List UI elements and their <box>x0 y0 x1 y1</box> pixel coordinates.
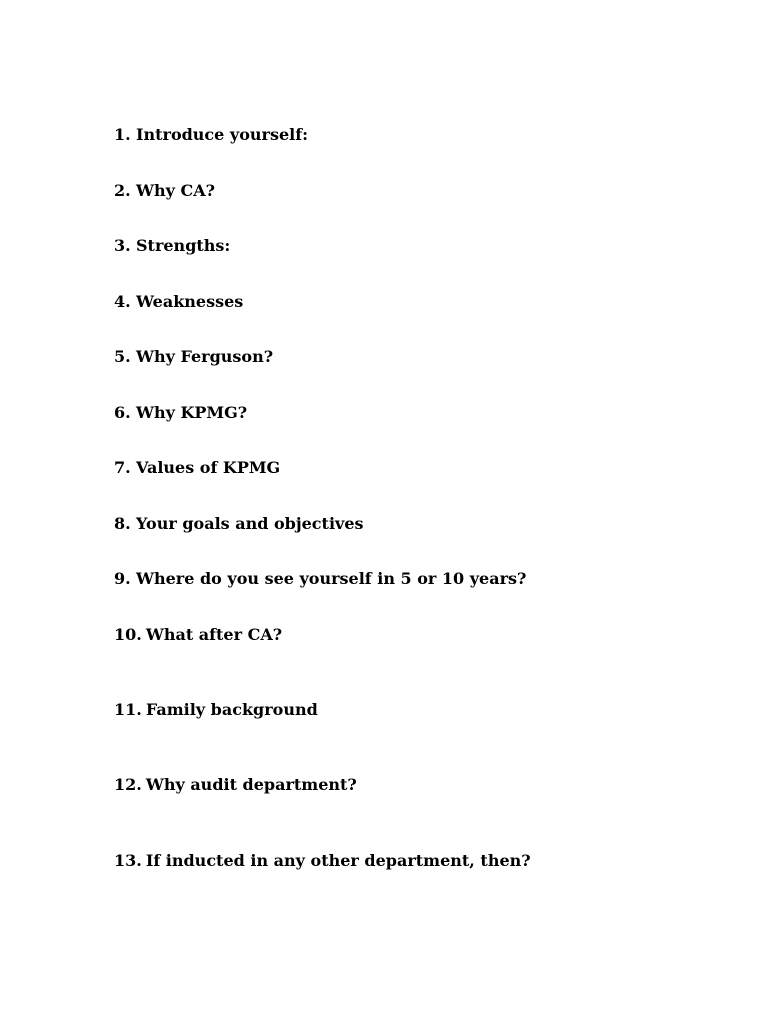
question-item <box>114 700 318 720</box>
question-text: Weaknesses <box>136 292 244 311</box>
question-item <box>114 625 282 645</box>
question-item <box>114 181 215 201</box>
question-item <box>114 514 364 534</box>
question-number: 5. <box>114 347 131 366</box>
question-number: 8. <box>114 514 131 533</box>
question-text: Where do you see yourself in 5 or 10 years? <box>136 569 527 588</box>
question-text: Your goals and objectives <box>136 514 364 533</box>
question-item <box>114 347 273 367</box>
question-item <box>114 236 230 256</box>
question-text: Why KPMG? <box>136 403 248 422</box>
question-number: 9. <box>114 569 131 588</box>
question-number: 4. <box>114 292 131 311</box>
question-number: 13. <box>114 851 142 870</box>
question-number: 12. <box>114 775 142 794</box>
question-number: 2. <box>114 181 131 200</box>
question-item <box>114 403 247 423</box>
question-number: 10. <box>114 625 142 644</box>
question-item <box>114 458 280 478</box>
question-item <box>114 775 357 795</box>
question-item <box>114 851 531 871</box>
question-number: 3. <box>114 236 131 255</box>
question-number: 7. <box>114 458 131 477</box>
question-text: If inducted in any other department, then? <box>145 851 531 870</box>
question-text: Family background <box>145 700 318 719</box>
question-item <box>114 569 526 589</box>
question-text: Strengths: <box>136 236 231 255</box>
question-number: 1. <box>114 125 131 144</box>
question-item <box>114 292 243 312</box>
question-item <box>114 125 308 145</box>
question-number: 6. <box>114 403 131 422</box>
question-text: Why audit department? <box>145 775 357 794</box>
question-text: Values of KPMG <box>136 458 281 477</box>
question-text: Why Ferguson? <box>136 347 274 366</box>
question-text: What after CA? <box>145 625 283 644</box>
question-text: Introduce yourself: <box>136 125 309 144</box>
question-number: 11. <box>114 700 142 719</box>
question-text: Why CA? <box>136 181 215 200</box>
